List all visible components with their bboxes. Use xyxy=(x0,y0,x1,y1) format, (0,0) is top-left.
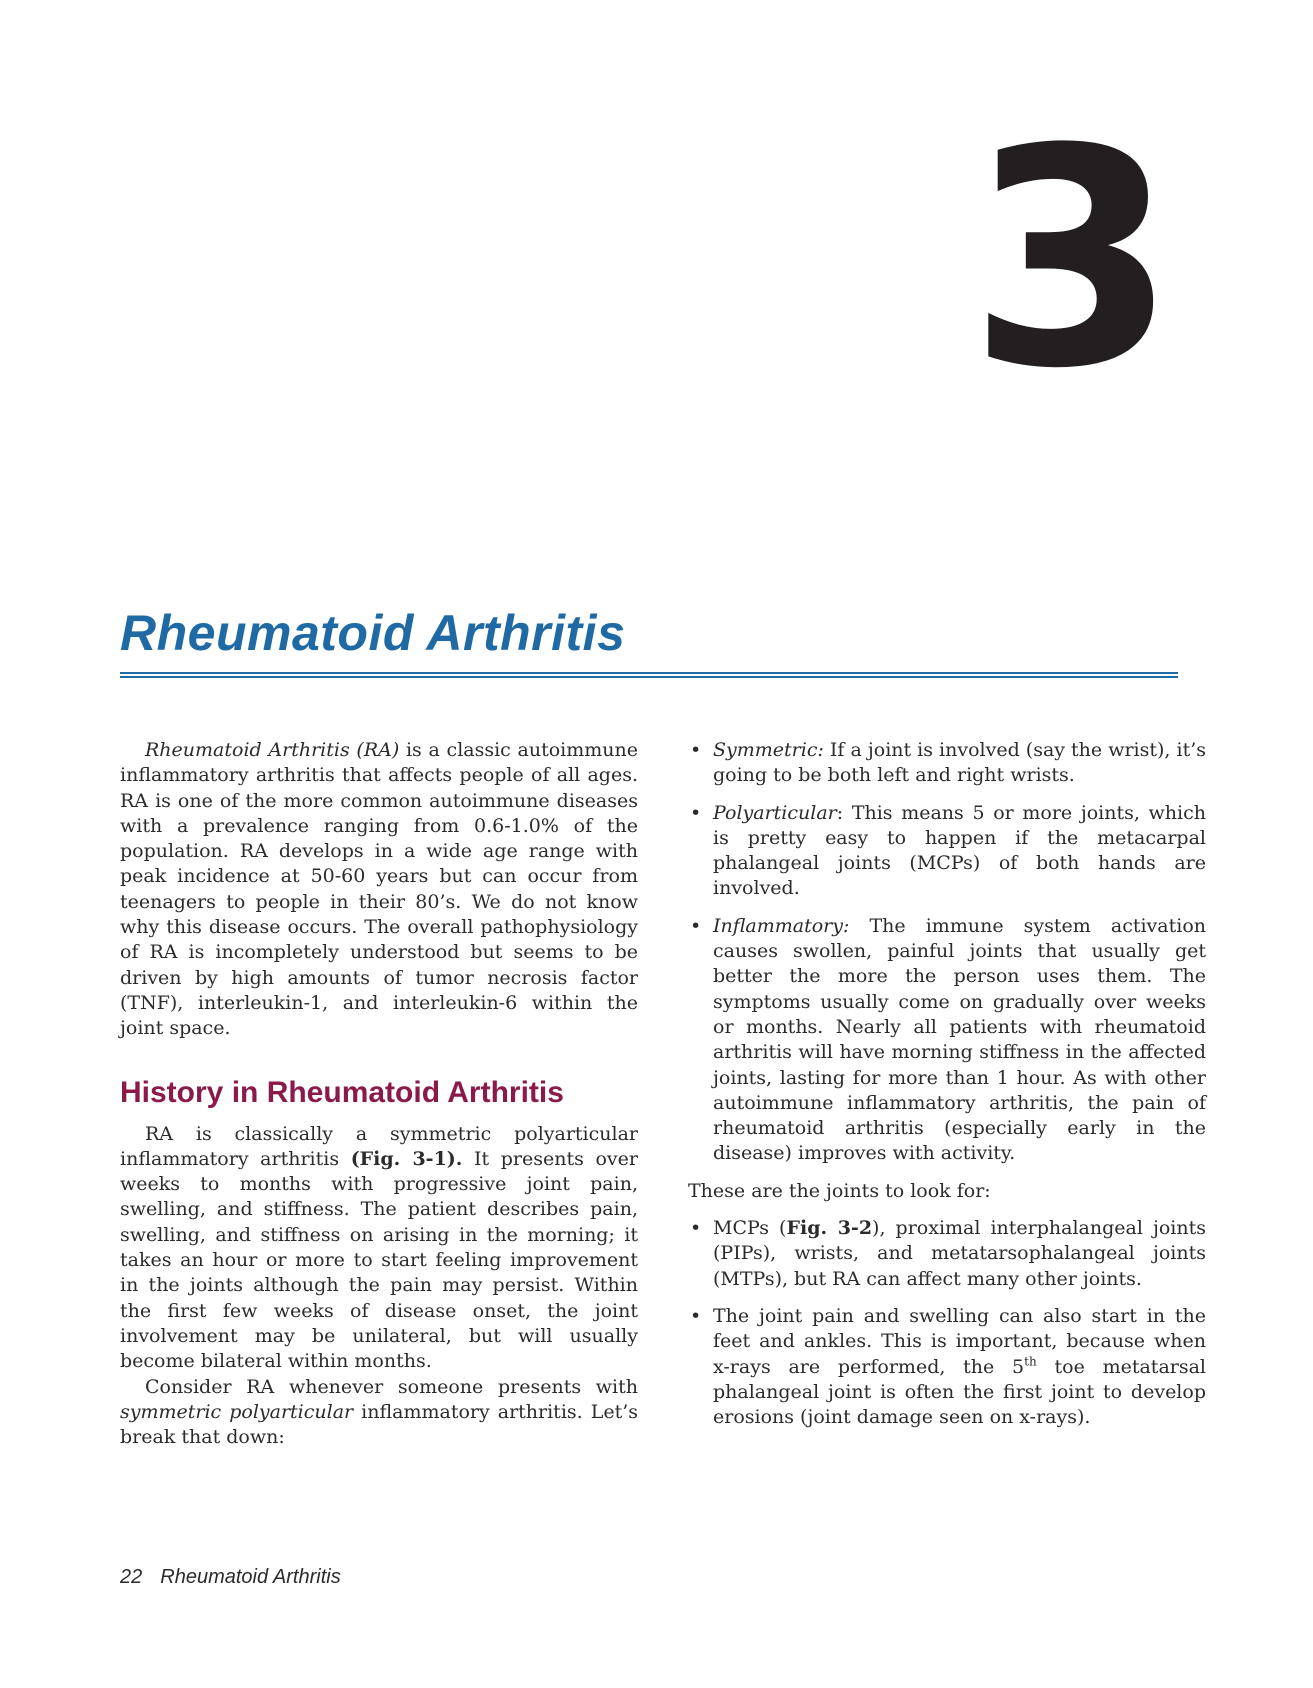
bullet-icon: • xyxy=(690,1217,702,1240)
history-p2-term: symmetric polyarticular xyxy=(120,1400,354,1423)
right-column xyxy=(688,738,1206,1442)
bullet-icon: • xyxy=(690,1304,702,1327)
chapter-number: 3 xyxy=(968,85,1173,434)
intro-paragraph xyxy=(120,738,638,1042)
chapter-title: Rheumatoid Arthritis xyxy=(120,605,626,661)
joints-item2-text-b: toe metatarsal phalangeal joint is often the first joint to develop erosions (joint damage seen on x-rays). xyxy=(713,1355,1207,1429)
criteria-term: Symmetric: xyxy=(713,739,824,761)
list-item xyxy=(688,738,1206,789)
page-number: 22 xyxy=(120,1566,143,1588)
history-paragraph-2 xyxy=(120,1375,638,1451)
history-p1-text-a: RA is classically a symmetric polyarticular inflammatory arthritis xyxy=(120,1122,638,1170)
list-item xyxy=(688,1216,1206,1292)
history-p1-text-b: It presents over weeks to months with progressive joint pain, swelling, and stiffness. The patient describes pain, swelling, and stiffness on arising in the morning; it takes an hour or more to start feeling improvement in the joints although the pain may persist. Within the first few weeks of disease onset, the joint involvement may be unilateral, but will usually become bilateral within months. xyxy=(120,1147,638,1373)
section-heading-history: History in Rheumatoid Arthritis xyxy=(120,1075,564,1109)
intro-term: Rheumatoid Arthritis (RA) xyxy=(145,739,400,761)
list-item xyxy=(688,1304,1206,1430)
list-item xyxy=(688,801,1206,902)
history-p2-text-b: inflammatory arthritis. Let’s break that down: xyxy=(120,1400,638,1449)
joints-item2-text-a: The joint pain and swelling can also start in the feet and ankles. This is important, because when x-rays are performed, the 5 xyxy=(713,1304,1206,1378)
bullet-icon: • xyxy=(690,801,702,824)
joints-item1-text-a: MCPs ( xyxy=(713,1217,787,1240)
ordinal-superscript: th xyxy=(1024,1354,1037,1369)
page-footer xyxy=(120,1566,341,1589)
joints-list xyxy=(688,1216,1206,1430)
criteria-text: : This means 5 or more joints, which is pretty easy to happen if the metacarpal phalangeal joints (MCPs) of both hands are involved. xyxy=(713,801,1206,900)
figure-reference: (Fig. 3-1). xyxy=(350,1147,463,1170)
figure-reference: Fig. 3-2 xyxy=(786,1217,873,1240)
criteria-term: Inflammatory: xyxy=(713,914,850,937)
joints-item1-text-b: ), proximal interphalangeal joints (PIPs), wrists, and metatarsophalangeal joints (MTPs), but RA can affect many other joints. xyxy=(713,1217,1207,1290)
criteria-text: If a joint is involved (say the wrist), it’s going to be both left and right wrists. xyxy=(713,739,1207,787)
bullet-icon: • xyxy=(690,739,702,761)
intro-body: is a classic autoimmune inflammatory arthritis that affects people of all ages. RA is one of the more common autoimmune diseases with a prevalence ranging from 0.6-1.0% of the population. RA develops in a wide age range with peak incidence at 50-60 years but can occur from teenagers to people in their 80’s. We do not know why this disease occurs. The overall pathophysiology of RA is incompletely understood but seems to be driven by high amounts of tumor necrosis factor (TNF), interleukin-1, and interleukin-6 within the joint space. xyxy=(120,739,638,1040)
history-paragraph-1 xyxy=(120,1122,638,1375)
title-divider xyxy=(120,672,1178,678)
criteria-term: Polyarticular xyxy=(713,801,837,824)
running-title: Rheumatoid Arthritis xyxy=(160,1566,341,1588)
criteria-text: The immune system activation causes swollen, painful joints that usually get better the more the person uses them. The symptoms usually come on gradually over weeks or months. Nearly all patients with rheumatoid arthritis will have morning stiffness in the affected joints, lasting for more than 1 hour. As with other autoimmune inflammatory arthritis, the pain of rheumatoid arthritis (especially early in the disease) improves with activity. xyxy=(713,914,1206,1165)
list-item xyxy=(688,914,1206,1167)
bullet-icon: • xyxy=(690,914,702,937)
criteria-list xyxy=(688,738,1206,1167)
history-p2-text-a: Consider RA whenever someone presents with xyxy=(145,1375,638,1398)
joints-intro: These are the joints to look for: xyxy=(688,1179,991,1202)
left-column xyxy=(120,738,638,1450)
